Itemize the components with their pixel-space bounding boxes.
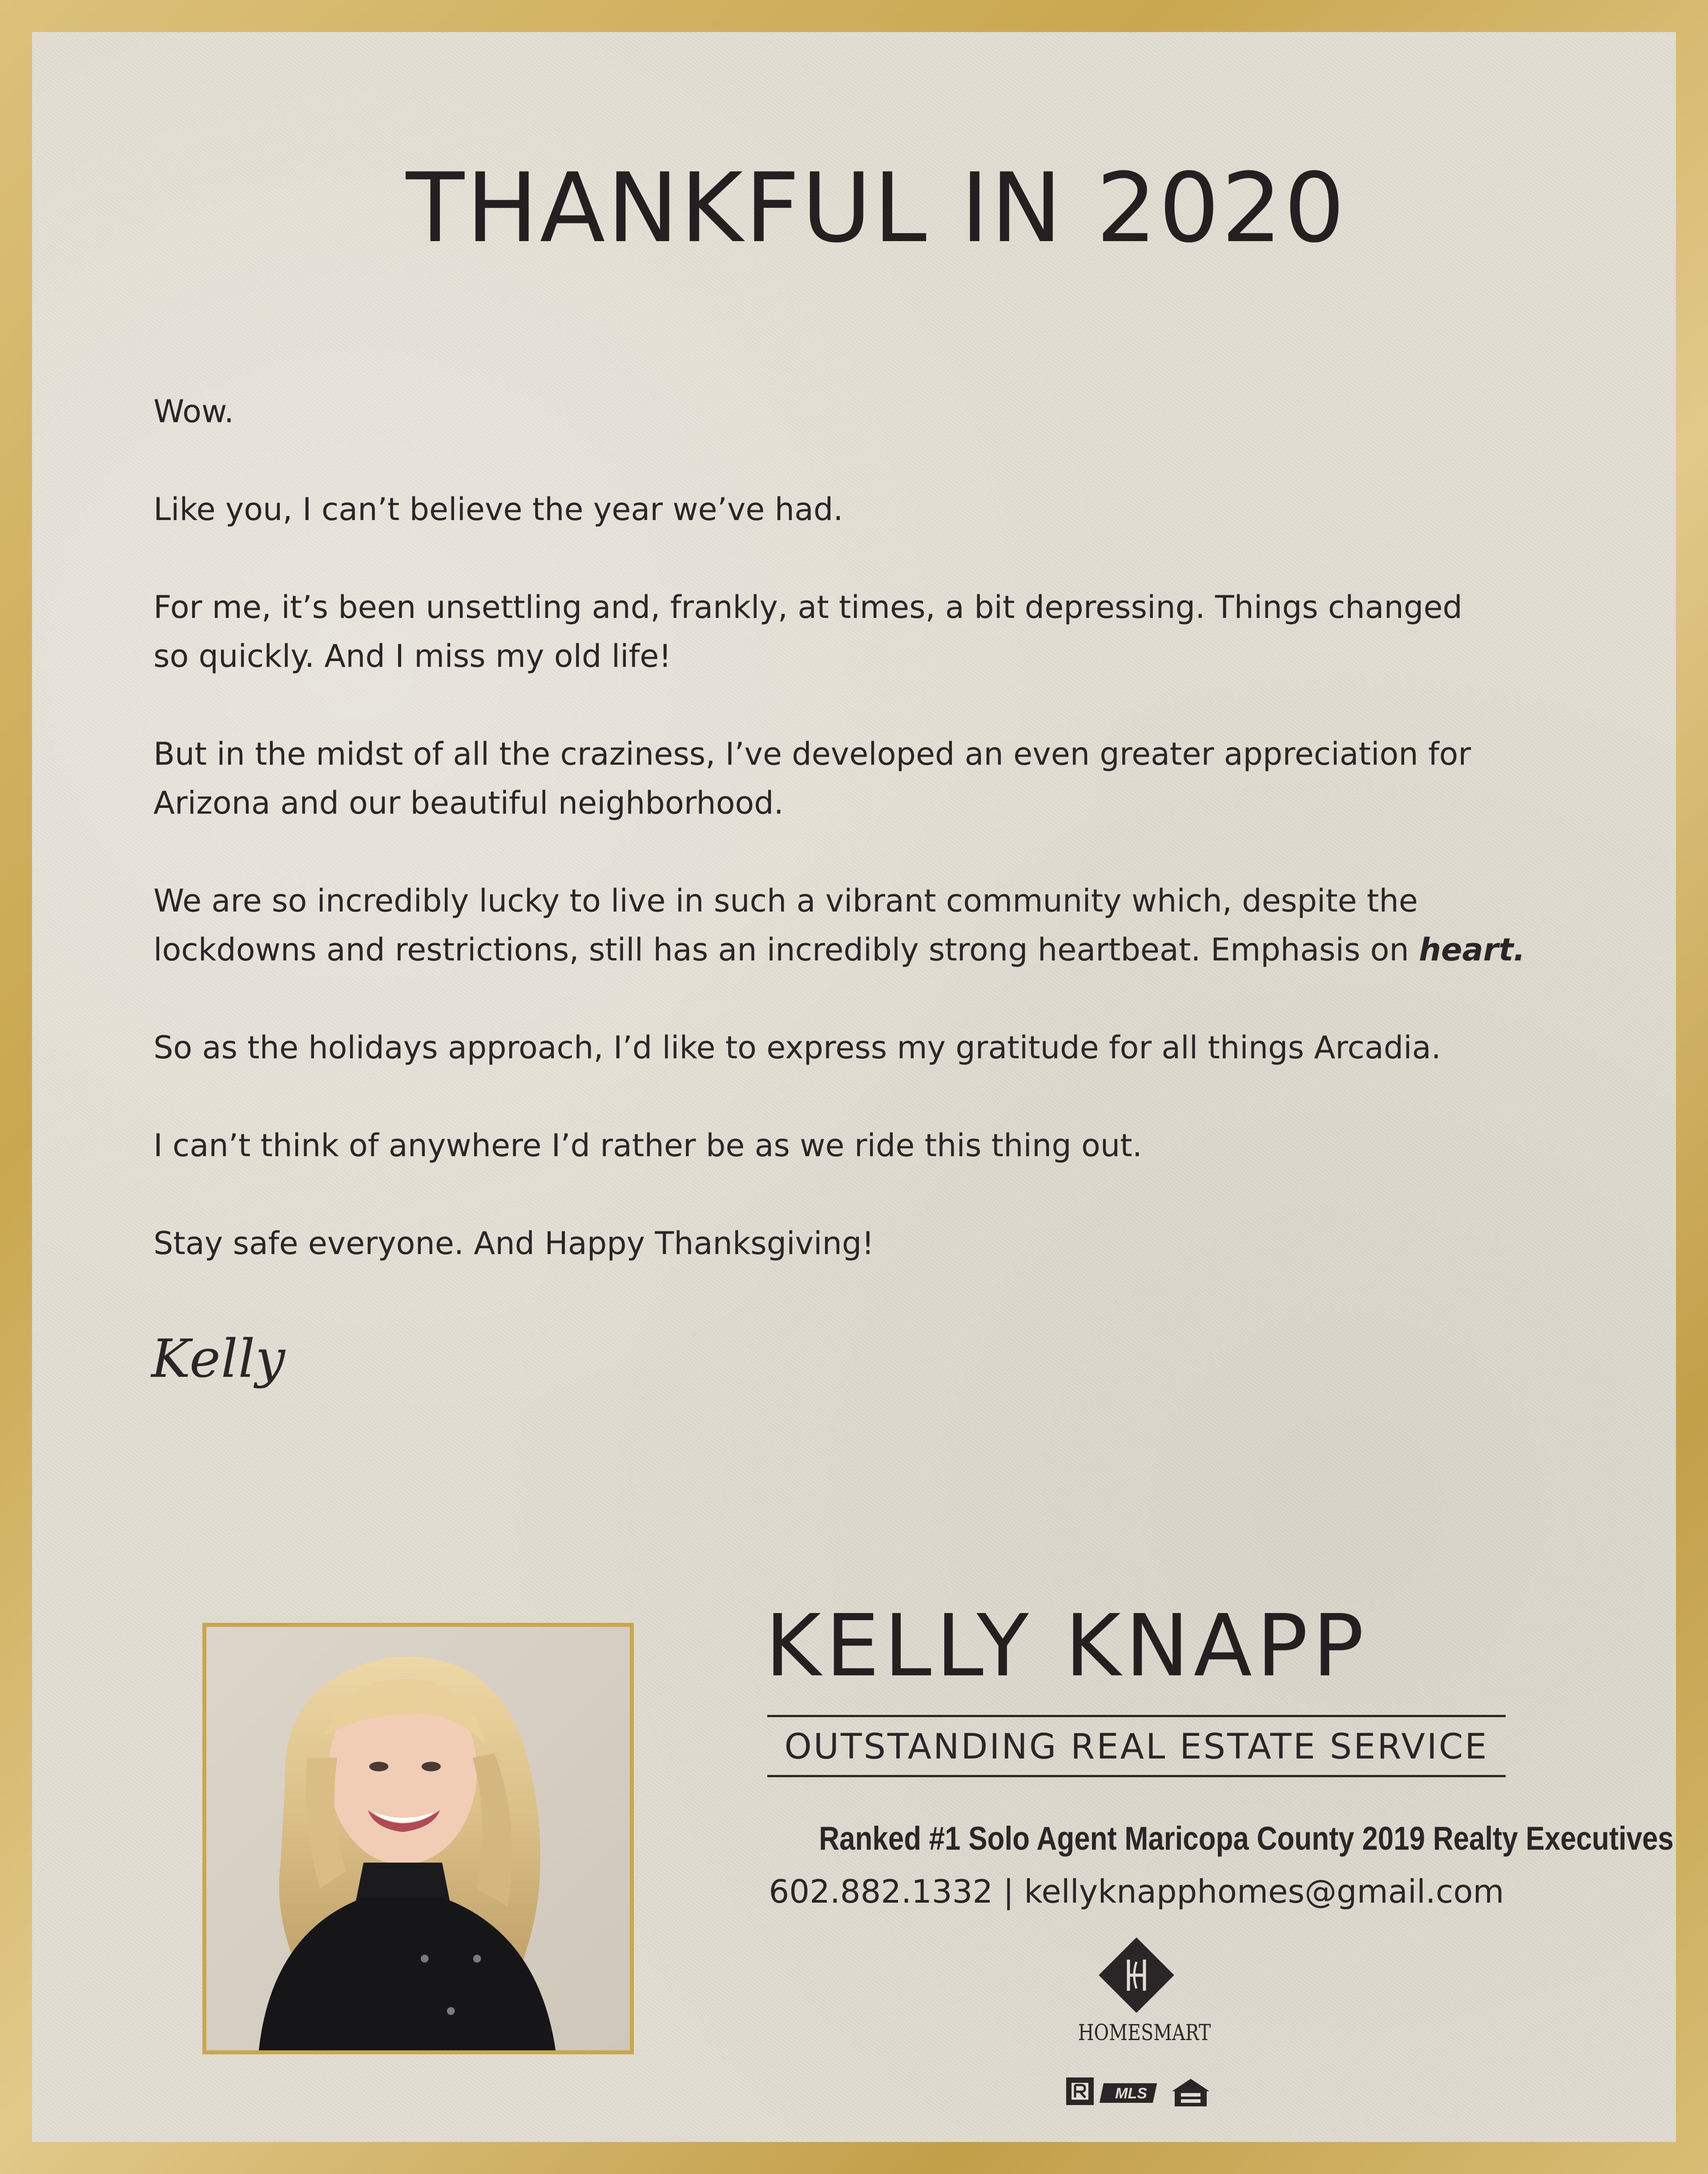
letter-paragraph [153, 876, 1559, 974]
letter-line: I can’t think of anywhere I’d rather be as we ride this thing out. [153, 1127, 1142, 1164]
letter-line: We are so incredibly lucky to live in such a vibrant community which, despite the [153, 883, 1418, 919]
compliance-badges [1065, 2075, 1217, 2115]
agent-name: KELLY KNAPP [765, 1597, 1369, 1696]
letter-line: For me, it’s been unsettling and, frankly, at times, a bit depressing. Things changed [153, 589, 1462, 625]
letter-paragraph [153, 730, 1559, 827]
letter-line: so quickly. And I miss my old life! [153, 638, 672, 674]
letter-line: Stay safe everyone. And Happy Thanksgiving! [153, 1225, 874, 1262]
divider-bottom [767, 1775, 1506, 1777]
letter-paragraph [153, 387, 1559, 436]
letter-paragraph [153, 1023, 1559, 1072]
agent-tagline: OUTSTANDING REAL ESTATE SERVICE [784, 1727, 1489, 1767]
realtor-r-icon [1066, 2077, 1094, 2105]
mls-icon [1100, 2083, 1157, 2103]
homesmart-wordmark: HOMESMART [1078, 2020, 1211, 2045]
letter-line: lockdowns and restrictions, still has an incredibly strong heartbeat. Emphasis on [153, 932, 1419, 968]
letter-line: So as the holidays approach, I’d like to express my gratitude for all things Arcadia. [153, 1029, 1441, 1066]
letter-line: Wow. [153, 393, 234, 430]
mls-label: MLS [1115, 2085, 1147, 2102]
letter-body [153, 387, 1559, 1317]
letter-paragraph [153, 583, 1559, 681]
agent-photo [202, 1623, 634, 2054]
emphasis-word: heart. [1419, 932, 1526, 968]
letter-line: Like you, I can’t believe the year we’ve had. [153, 491, 843, 528]
agent-ranking: Ranked #1 Solo Agent Maricopa County 2019 Realty Executives [819, 1820, 1674, 1857]
agent-portrait-illustration [206, 1627, 630, 2050]
divider-top [767, 1715, 1506, 1717]
homesmart-diamond-icon [1096, 1935, 1176, 2015]
letter-paragraph [153, 1219, 1559, 1268]
signature: Kelly [151, 1328, 286, 1389]
page-title: THANKFUL IN 2020 [406, 152, 1347, 264]
letter-paragraph [153, 485, 1559, 534]
letter-line: Arizona and our beautiful neighborhood. [153, 785, 784, 821]
letter-line: But in the midst of all the craziness, I’ve developed an even greater appreciation for [153, 736, 1471, 772]
agent-contact[interactable]: 602.882.1332 | kellyknapphomes@gmail.com [769, 1873, 1504, 1910]
equal-housing-icon [1172, 2079, 1209, 2106]
letter-paragraph [153, 1121, 1559, 1170]
